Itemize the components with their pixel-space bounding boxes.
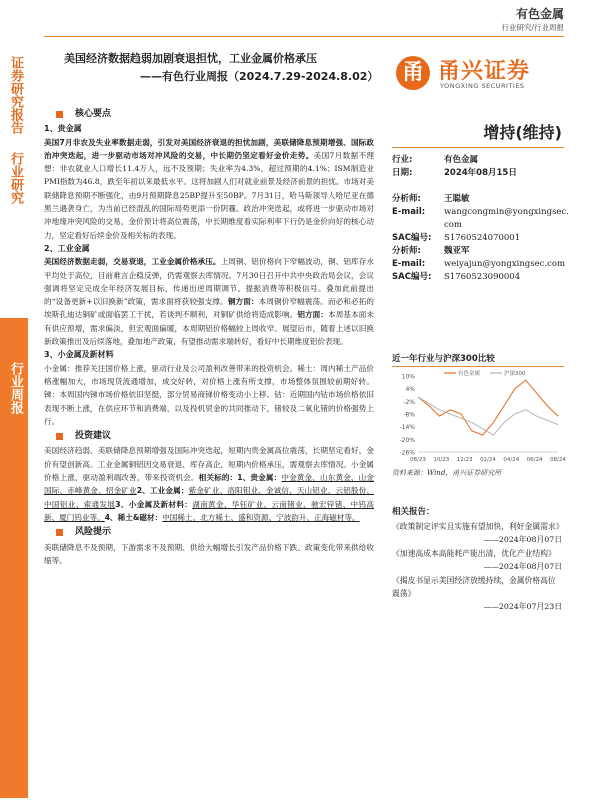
header-divider <box>44 36 564 37</box>
info-value: weiyajun@yongxingsec.com <box>444 259 566 269</box>
section-title: 投资建议 <box>75 431 112 442</box>
gold-heading: 1、贵金属 <box>44 124 82 134</box>
base-heading: 2、工业金属 <box>44 243 90 253</box>
section-title: 风险提示 <box>75 527 112 538</box>
minor-heading: 3、小金属及新材料 <box>44 350 114 360</box>
info-value: S1760524070001 <box>444 233 521 243</box>
header-subtitle: 行业研究/行业周报 <box>501 23 564 32</box>
related-report-title: 《政策制定评实且实施有望加快，利好金属需求》 <box>392 522 564 531</box>
gold-paragraph <box>44 136 374 242</box>
related-report <box>392 574 562 613</box>
related-report-date: ——2024年08月07日 <box>483 562 562 571</box>
related-report-date: ——2024年08月07日 <box>483 535 562 544</box>
info-row <box>392 271 572 284</box>
copper-body: 本周铜价窄幅震荡。而必和必拓的埃斯孔迪达铜矿或面临罢工干扰，若谈判不顺利，对铜矿供给将造成影响。 <box>44 297 375 320</box>
minor-paragraph: 小金属：推荐关注国价格上涨，驱动行业及公司盈利改善带来的投资机会。稀土：周内稀土产品价格涨幅加大，市场现货流通增加，成交好转，对价格上涨有所支撑，市场整体氛围较前期好转。锑：本周国内锑市场价格依旧坚挺，部分贸易商锑价格变动小上移。钴：近期国内钴市场价格依旧表现不断上涨，在供应环节和消费端，以及投机贸金的共同推动下，锗较及二氧化锗的价格强势上行。 <box>44 363 374 426</box>
sidebar-orange-block <box>0 318 28 798</box>
main-content <box>44 106 374 567</box>
related-base: 紫金矿业、洛阳钼业、金诚信、天山铝业、云铝股份、中国铝业、索通发展 <box>44 486 374 509</box>
bullet-square-icon <box>56 111 63 118</box>
sidebar-label-research: 行业研究 <box>8 152 23 204</box>
copper-lead: 铜方面： <box>227 297 259 307</box>
rating-divider <box>392 147 564 148</box>
y-tick-label: -20% <box>399 436 415 444</box>
info-value: 王聪敏 <box>444 194 470 204</box>
sidebar-label-report: 证券研究报告 <box>8 56 23 134</box>
x-tick-label: 10/23 <box>433 457 450 463</box>
x-tick-label: 12/23 <box>456 457 473 463</box>
info-key: SAC编号: <box>392 233 432 243</box>
info-value: 魏亚军 <box>444 246 470 256</box>
related-lead: 相关标的：1、贵金属： <box>198 473 282 483</box>
x-tick-label: 06/24 <box>526 457 543 463</box>
y-tick-label: -8% <box>403 411 415 419</box>
report-title: 美国经济数据趋弱加剧衰退担忧，工业金属价格承压 <box>64 52 317 65</box>
company-logo <box>392 52 560 98</box>
series-line-0 <box>418 380 558 435</box>
logo-name: 甬兴证券 <box>438 59 531 84</box>
related-report-title: 《加速高成本高能耗产能出清，优化产业结构》 <box>392 549 556 558</box>
rating: 增持(维持) <box>483 123 562 142</box>
related-reports <box>392 520 562 614</box>
chart-divider <box>392 366 564 367</box>
info-row <box>392 245 572 258</box>
x-tick-label: 08/24 <box>550 457 566 463</box>
logo-english: YONGXING SECURITIES <box>440 82 525 90</box>
info-row <box>392 167 572 180</box>
sidebar <box>0 0 28 800</box>
info-row <box>392 206 572 232</box>
info-row <box>392 154 572 167</box>
info-value: 2024年08月15日 <box>444 168 517 178</box>
report-subtitle: ——有色行业周报（2024.7.29-2024.8.02） <box>140 70 379 83</box>
y-tick-label: -2% <box>403 398 415 406</box>
risk-paragraph: 美联储降息不及预期，下游需求不及预期、供给大幅增长引发产品价格下跌、政策变化带来供给收缩等。 <box>44 542 374 565</box>
sidebar-label-weekly: 行业周报 <box>8 362 23 414</box>
related-report-title: 《揭皮书显示美国经济放缓持续，金属价格高位震荡》 <box>392 576 556 598</box>
info-value: wangcongmin@yongxingsec.com <box>444 207 569 230</box>
aluminum-lead: 铝方面： <box>297 310 329 320</box>
y-tick-label: 4% <box>405 386 415 394</box>
comparison-chart <box>392 368 564 466</box>
info-key: SAC编号: <box>392 272 432 282</box>
y-tick-label: -14% <box>399 424 415 432</box>
related-gold: 中金黄金、山东黄金、山金国际、赤峰黄金、招金矿业 <box>44 473 374 496</box>
gold-lead: 美国7月非农及失业率数据走弱，引发对美国经济衰退的担忧加剧，美联储降息预期增强、国际政治冲突迭起，进一步驱动市场对冲风险的交易，中长期仍坚定看好金价走势。 <box>44 137 374 160</box>
related-report <box>392 547 562 573</box>
legend-label-0: 有色金属 <box>458 371 481 377</box>
aluminum-body: 本周基本面未有供应预增，需求偏淡，但宏观面偏暖，本周期铝价格幅较上周收窄。展望后市，随着上述以旧换新政策推出及后续落地，叠加地产政策，有望推动需求端转好，看好中长期维度铝价表现。 <box>44 310 375 347</box>
bullet-square-icon <box>56 433 63 440</box>
related-report-date: ——2024年07月23日 <box>483 602 562 611</box>
x-tick-label: 02/24 <box>480 457 496 463</box>
related-rare-lead: 4、稀土&磁材： <box>104 512 163 522</box>
info-key: E-mail: <box>392 207 426 217</box>
section-invest-heading <box>44 430 374 443</box>
chart-source: 资料来源：Wind，甬兴证券研究所 <box>392 469 502 477</box>
base-lead: 美国经济数据走弱，交易衰退，工业金属价格承压。 <box>44 257 221 267</box>
chart-title: 近一年行业与沪深300比较 <box>392 354 495 364</box>
info-key: 分析师: <box>392 194 421 204</box>
info-row <box>392 193 572 206</box>
logo-mark-icon: 甬 <box>396 56 430 90</box>
gold-body: 美国7月数据不理想：非农就业人口增长11.4万人，远不及预期；失业率为4.3%，超过预期的4.1%；ISM制造业PMI指数为46.8，跌至年初以来最低水平。这将加剧人们对就业前景及经济前景的担忧。市场对美联储降息预期不断强化，由9月预期降息25BP提升至50BP。7月31日，哈马斯领导人哈尼亚在德黑兰遇袭身亡，为当前已经混乱的国际局势更添一份阴霾。政治冲突迭起，或将进一步驱动市场对冲地缘冲突风险的交易，金价预计将高位震荡，中长期维度看实际利率下行仍是金价向好的核心动力，坚定看好后续金价及相关标的表现。 <box>44 150 374 240</box>
info-value: 有色金属 <box>444 155 479 165</box>
info-row <box>392 180 572 193</box>
related-minor: 湖南黄金、华钰矿业、云南锗业、驰宏锌锗、中钨高新、厦门钨业等。 <box>44 499 374 522</box>
y-tick-label: 10% <box>401 373 415 381</box>
y-tick-label: -26% <box>399 449 415 457</box>
base-paragraph <box>44 255 374 348</box>
info-value <box>444 180 572 193</box>
info-key: 分析师: <box>392 246 421 256</box>
related-report <box>392 520 562 546</box>
section-core-heading <box>44 108 374 121</box>
invest-paragraph <box>44 444 374 524</box>
section-risk-heading <box>44 526 374 539</box>
x-tick-label: 04/24 <box>503 457 520 463</box>
info-row <box>392 258 572 271</box>
related-minor-lead: 3、小金属及新材料： <box>115 499 193 509</box>
related-reports-title: 相关报告： <box>392 507 435 517</box>
info-key: 日期: <box>392 168 413 178</box>
sidebar-top <box>0 48 28 282</box>
base-body: 上周铜、铝价格向下窄幅波动，铜、铝库存水平均处于高位，目前难言企稳反弹，仍需观察去库情况。7月30日召开中共中央政治局会议，会议强调将坚定完成全年经济发展目标，传递出逆周期调节、提振消费等积极信号。叠加此前提出的“设备更新+以旧换新”政策，需求面将获较强支撑。 <box>44 257 375 307</box>
x-tick-label: 08/23 <box>410 457 426 463</box>
related-base-lead: 2、工业金属： <box>136 486 189 496</box>
bullet-square-icon <box>56 529 63 536</box>
info-panel <box>392 154 572 284</box>
info-key <box>392 180 444 193</box>
header-category: 有色金属 <box>515 7 564 21</box>
related-rare: 中国稀土、北方稀土、盛和资源、宁波韵升、正海磁材等。 <box>162 512 360 522</box>
info-key: E-mail: <box>392 259 426 269</box>
invest-body: 美国经济趋弱、美联储降息预期增强及国际冲突迭起，短期内贵金属高位震荡，长期坚定看好，金价有望创新高。工业金属铜铝因交易衰退、库存高企，短期内价格承压，需观察去库情况。小金属价格上涨，驱动盈利端改善，带来投资机会。 <box>44 446 374 483</box>
legend-label-1: 沪深300 <box>504 371 526 377</box>
info-value: S1760523090004 <box>444 272 521 282</box>
section-title: 核心要点 <box>75 109 112 119</box>
info-key: 行业: <box>392 155 413 165</box>
info-row <box>392 232 572 245</box>
